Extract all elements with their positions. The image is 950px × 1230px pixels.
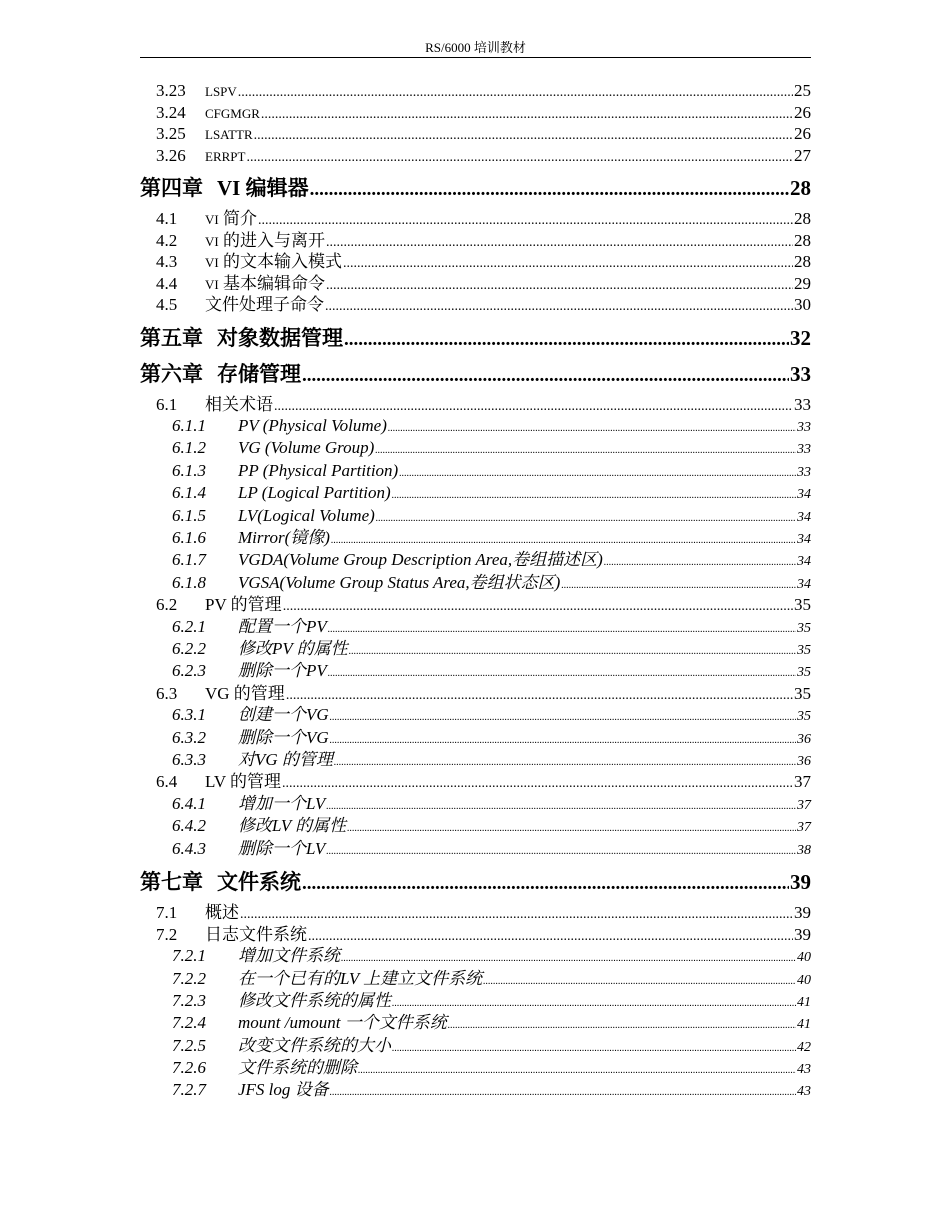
toc-entry-number: 6.1 bbox=[156, 394, 178, 414]
toc-entry-number: 6.2.1 bbox=[172, 616, 206, 636]
toc-subsection-entry[interactable] bbox=[140, 660, 811, 682]
toc-entry-title: VG 的管理 bbox=[205, 683, 285, 703]
toc-leader-dots bbox=[326, 275, 793, 297]
toc-entry-number: 第四章 bbox=[140, 176, 203, 200]
toc-entry-title: mount /umount 一个文件系统 bbox=[238, 1013, 447, 1033]
toc-entry-number: 6.4.2 bbox=[172, 816, 206, 836]
toc-leader-dots bbox=[283, 596, 793, 618]
toc-section-entry[interactable] bbox=[140, 273, 811, 295]
toc-leader-dots bbox=[282, 773, 793, 795]
toc-entry-title: 对VG 的管理 bbox=[238, 750, 333, 770]
toc-entry-number: 7.2.3 bbox=[172, 990, 206, 1010]
toc-page-number: 43 bbox=[797, 1062, 811, 1078]
toc-page-number: 39 bbox=[794, 903, 811, 923]
toc-entry-title: 存储管理 bbox=[217, 361, 301, 386]
toc-chapter-entry[interactable] bbox=[140, 170, 811, 206]
toc-entry-number: 7.2 bbox=[156, 924, 178, 944]
toc-leader-dots bbox=[347, 818, 796, 840]
toc-leader-dots bbox=[261, 104, 793, 126]
toc-page-number: 41 bbox=[797, 1017, 811, 1033]
toc-subsection-entry[interactable] bbox=[140, 482, 811, 504]
toc-page-number: 39 bbox=[794, 924, 811, 944]
toc-entry-number: 6.1.8 bbox=[172, 572, 206, 592]
toc-page-number: 26 bbox=[794, 102, 811, 122]
toc-subsection-entry[interactable] bbox=[140, 704, 811, 726]
toc-leader-dots bbox=[328, 619, 796, 641]
toc-entry-number: 7.2.7 bbox=[172, 1080, 206, 1100]
toc-leader-dots bbox=[310, 172, 789, 208]
toc-entry-title: LV 的管理 bbox=[205, 772, 282, 792]
toc-page-number: 34 bbox=[797, 554, 811, 570]
toc-entry-number: 6.1.4 bbox=[172, 483, 206, 503]
toc-subsection-entry[interactable] bbox=[140, 727, 811, 749]
toc-page-number: 30 bbox=[794, 295, 811, 314]
toc-page-number: 35 bbox=[797, 709, 811, 725]
toc-entry-title: LSATTR bbox=[205, 127, 253, 142]
toc-entry-number: 第五章 bbox=[140, 325, 203, 350]
toc-leader-dots bbox=[399, 463, 796, 485]
toc-page-number: 37 bbox=[794, 772, 811, 792]
toc-entry-title: 在一个已有的LV 上建立文件系统 bbox=[238, 968, 483, 988]
toc-entry-title: Mirror(镜像) bbox=[238, 527, 330, 547]
toc-section-entry[interactable] bbox=[140, 594, 811, 616]
toc-entry-title: 概述 bbox=[205, 903, 239, 923]
toc-entry-number: 4.4 bbox=[156, 273, 178, 293]
toc-entry-number: 6.4.3 bbox=[172, 838, 206, 858]
toc-entry-title: 日志文件系统 bbox=[205, 924, 307, 944]
toc-section-entry[interactable] bbox=[140, 208, 811, 230]
toc-subsection-entry[interactable] bbox=[140, 572, 811, 594]
toc-leader-dots bbox=[392, 485, 796, 507]
toc-entry-number: 6.1.7 bbox=[172, 550, 206, 570]
toc-entry-number: 6.4 bbox=[156, 772, 178, 792]
toc-section-entry[interactable] bbox=[140, 924, 811, 946]
toc-subsection-entry[interactable] bbox=[140, 945, 811, 967]
toc-entry-number: 6.1.3 bbox=[172, 460, 206, 480]
toc-entry-number: 6.3.1 bbox=[172, 705, 206, 725]
toc-entry-title: 创建一个VG bbox=[238, 705, 329, 725]
toc-page-number: 28 bbox=[794, 230, 811, 250]
toc-section-entry[interactable] bbox=[140, 230, 811, 252]
toc-entry-title: JFS log 设备 bbox=[238, 1080, 329, 1100]
toc-page-number: 33 bbox=[790, 361, 811, 386]
toc-page-number: 37 bbox=[797, 797, 811, 813]
toc-entry-number: 6.3 bbox=[156, 683, 178, 703]
toc-entry-title: 增加文件系统 bbox=[238, 946, 340, 966]
toc-page-number: 28 bbox=[794, 209, 811, 228]
toc-entry-number: 4.5 bbox=[156, 295, 178, 314]
toc-entry-title: VG (Volume Group) bbox=[238, 438, 375, 458]
toc-page-number: 28 bbox=[790, 176, 811, 200]
toc-page-number: 26 bbox=[794, 124, 811, 143]
toc-page-number: 42 bbox=[797, 1039, 811, 1055]
toc-section-entry[interactable] bbox=[140, 683, 811, 705]
toc-page-number: 43 bbox=[797, 1084, 811, 1100]
toc-leader-dots bbox=[258, 210, 793, 232]
toc-page-number: 35 bbox=[797, 620, 811, 636]
toc-leader-dots bbox=[326, 232, 793, 254]
toc-entry-title: PV 的管理 bbox=[205, 595, 282, 615]
toc-page-number: 41 bbox=[797, 994, 811, 1010]
toc-entry-title: 删除一个LV bbox=[238, 838, 326, 858]
toc-leader-dots bbox=[358, 1060, 796, 1082]
toc-leader-dots bbox=[448, 1015, 796, 1037]
toc-leader-dots bbox=[330, 707, 796, 729]
toc-leader-dots bbox=[326, 841, 796, 863]
toc-section-entry[interactable] bbox=[140, 80, 811, 102]
toc-leader-dots bbox=[325, 296, 793, 318]
toc-subsection-entry[interactable] bbox=[140, 749, 811, 771]
toc-entry-number: 7.2.4 bbox=[172, 1013, 206, 1033]
toc-subsection-entry[interactable] bbox=[140, 990, 811, 1012]
toc-subsection-entry[interactable] bbox=[140, 1035, 811, 1057]
toc-page-number: 36 bbox=[797, 731, 811, 747]
toc-leader-dots bbox=[286, 685, 793, 707]
toc-entry-title: PV (Physical Volume) bbox=[238, 416, 387, 435]
toc-page-number: 25 bbox=[794, 81, 811, 100]
toc-page-number: 33 bbox=[797, 464, 811, 480]
toc-entry-title: 文件系统 bbox=[217, 870, 301, 895]
toc-leader-dots bbox=[604, 552, 796, 574]
toc-entry-title: LSPV bbox=[205, 84, 237, 99]
toc-entry-title: 文件系统的删除 bbox=[238, 1058, 357, 1078]
toc-entry-number: 7.2.6 bbox=[172, 1058, 206, 1078]
toc-entry-title: VI 编辑器 bbox=[217, 176, 309, 200]
toc-leader-dots bbox=[375, 440, 796, 462]
toc-entry-number: 7.2.1 bbox=[172, 946, 206, 966]
toc-leader-dots bbox=[376, 508, 796, 530]
toc-page-number: 35 bbox=[794, 595, 811, 615]
toc-entry-title: 对象数据管理 bbox=[217, 325, 343, 350]
toc-subsection-entry[interactable] bbox=[140, 616, 811, 638]
toc-entry-number: 6.2 bbox=[156, 595, 178, 615]
toc-leader-dots bbox=[240, 904, 793, 926]
toc-leader-dots bbox=[334, 752, 796, 774]
toc-entry-title: PP (Physical Partition) bbox=[238, 460, 399, 480]
toc-section-entry[interactable] bbox=[140, 145, 811, 167]
toc-leader-dots bbox=[302, 358, 789, 394]
toc-subsection-entry[interactable] bbox=[140, 549, 811, 571]
toc-leader-dots bbox=[349, 641, 796, 663]
toc-subsection-entry[interactable] bbox=[140, 505, 811, 527]
toc-subsection-entry[interactable] bbox=[140, 1079, 811, 1101]
toc-entry-title: VGDA(Volume Group Description Area,卷组描述区) bbox=[238, 550, 603, 570]
toc-page-number: 34 bbox=[797, 487, 811, 503]
toc-subsection-entry[interactable] bbox=[140, 527, 811, 549]
toc-subsection-entry[interactable] bbox=[140, 1012, 811, 1034]
toc-entry-title: VI 基本编辑命令 bbox=[205, 273, 325, 293]
toc-page-number: 35 bbox=[797, 665, 811, 681]
toc-subsection-entry[interactable] bbox=[140, 968, 811, 990]
toc-chapter-entry[interactable] bbox=[140, 320, 811, 356]
toc-page-number: 28 bbox=[794, 252, 811, 271]
toc-page-number: 39 bbox=[790, 870, 811, 895]
toc-entry-number: 3.24 bbox=[156, 102, 186, 122]
toc-entry-number: 第六章 bbox=[140, 361, 203, 386]
toc-entry-number: 6.4.1 bbox=[172, 793, 206, 813]
toc-entry-number: 3.25 bbox=[156, 124, 186, 143]
toc-page-number: 32 bbox=[790, 325, 811, 350]
toc-entry-number: 4.2 bbox=[156, 230, 178, 250]
toc-entry-title: 删除一个PV bbox=[238, 661, 327, 681]
toc-entry-number: 6.1.1 bbox=[172, 416, 206, 435]
toc-page-number: 35 bbox=[797, 643, 811, 659]
toc-entry-number: 3.23 bbox=[156, 81, 186, 100]
toc-entry-number: 7.2.2 bbox=[172, 968, 206, 988]
toc-entry-title: 配置一个PV bbox=[238, 616, 327, 636]
toc-page-number: 38 bbox=[797, 842, 811, 858]
toc-entry-title: CFGMGR bbox=[205, 105, 260, 121]
toc-leader-dots bbox=[392, 993, 796, 1015]
toc-entry-number: 3.26 bbox=[156, 145, 186, 165]
toc-leader-dots bbox=[274, 396, 793, 418]
toc-entry-number: 6.2.3 bbox=[172, 661, 206, 681]
toc-leader-dots bbox=[392, 1038, 796, 1060]
toc-leader-dots bbox=[561, 575, 796, 597]
toc-leader-dots bbox=[343, 253, 793, 275]
toc-leader-dots bbox=[308, 926, 793, 948]
toc-entry-title: VI 的进入与离开 bbox=[205, 230, 325, 250]
toc-subsection-entry[interactable] bbox=[140, 815, 811, 837]
toc-entry-number: 6.3.2 bbox=[172, 727, 206, 747]
toc-subsection-entry[interactable] bbox=[140, 638, 811, 660]
toc-entry-number: 6.3.3 bbox=[172, 750, 206, 770]
toc-page-number: 29 bbox=[794, 273, 811, 293]
toc-section-entry[interactable] bbox=[140, 902, 811, 924]
toc-chapter-entry[interactable] bbox=[140, 864, 811, 900]
toc-entry-number: 6.1.2 bbox=[172, 438, 206, 458]
toc-page-number: 33 bbox=[797, 442, 811, 458]
toc-chapter-entry[interactable] bbox=[140, 356, 811, 392]
toc-leader-dots bbox=[254, 125, 793, 147]
toc-page-number: 35 bbox=[794, 683, 811, 703]
toc-entry-title: 增加一个LV bbox=[238, 793, 326, 813]
toc-section-entry[interactable] bbox=[140, 123, 811, 145]
toc-leader-dots bbox=[326, 796, 796, 818]
toc-entry-number: 6.2.2 bbox=[172, 639, 206, 659]
toc-page-number: 37 bbox=[797, 820, 811, 836]
toc-leader-dots bbox=[330, 1082, 796, 1104]
toc-entry-number: 6.1.5 bbox=[172, 505, 206, 525]
table-of-contents bbox=[140, 80, 811, 1102]
toc-entry-title: VI 的文本输入模式 bbox=[205, 252, 342, 271]
toc-page-number: 33 bbox=[794, 394, 811, 414]
toc-entry-number: 6.1.6 bbox=[172, 527, 206, 547]
header-rule bbox=[140, 57, 811, 58]
toc-entry-title: VI 简介 bbox=[205, 209, 257, 228]
toc-entry-title: 修改PV 的属性 bbox=[238, 639, 348, 659]
toc-entry-number: 4.1 bbox=[156, 209, 178, 228]
toc-page-number: 34 bbox=[797, 576, 811, 592]
toc-section-entry[interactable] bbox=[140, 294, 811, 316]
toc-subsection-entry[interactable] bbox=[140, 838, 811, 860]
toc-section-entry[interactable] bbox=[140, 394, 811, 416]
toc-leader-dots bbox=[330, 730, 796, 752]
toc-entry-title: LP (Logical Partition) bbox=[238, 483, 391, 503]
toc-subsection-entry[interactable] bbox=[140, 460, 811, 482]
toc-subsection-entry[interactable] bbox=[140, 437, 811, 459]
toc-entry-title: LV(Logical Volume) bbox=[238, 505, 375, 525]
toc-page-number: 36 bbox=[797, 754, 811, 770]
toc-leader-dots bbox=[246, 147, 793, 169]
toc-entry-title: VGSA(Volume Group Status Area,卷组状态区) bbox=[238, 572, 561, 592]
toc-leader-dots bbox=[238, 82, 793, 104]
toc-entry-number: 7.1 bbox=[156, 903, 178, 923]
toc-entry-title: 相关术语 bbox=[205, 394, 273, 414]
toc-subsection-entry[interactable] bbox=[140, 1057, 811, 1079]
toc-page-number: 40 bbox=[797, 950, 811, 966]
toc-entry-number: 4.3 bbox=[156, 252, 178, 271]
toc-page-number: 34 bbox=[797, 509, 811, 525]
toc-entry-title: ERRPT bbox=[205, 148, 246, 164]
toc-leader-dots bbox=[388, 418, 796, 440]
toc-section-entry[interactable] bbox=[140, 771, 811, 793]
toc-section-entry[interactable] bbox=[140, 251, 811, 273]
toc-subsection-entry[interactable] bbox=[140, 415, 811, 437]
toc-entry-title: 文件处理子命令 bbox=[205, 295, 324, 314]
toc-page-number: 33 bbox=[797, 420, 811, 435]
toc-leader-dots bbox=[483, 971, 796, 993]
toc-page-number: 27 bbox=[794, 145, 811, 165]
toc-entry-number: 7.2.5 bbox=[172, 1035, 206, 1055]
toc-section-entry[interactable] bbox=[140, 102, 811, 124]
page-header: RS/6000 培训教材 bbox=[425, 40, 526, 55]
toc-leader-dots bbox=[344, 322, 789, 358]
toc-entry-number: 第七章 bbox=[140, 870, 203, 895]
toc-entry-title: 改变文件系统的大小 bbox=[238, 1035, 391, 1055]
toc-leader-dots bbox=[328, 663, 796, 685]
toc-leader-dots bbox=[302, 866, 789, 902]
toc-entry-title: 修改文件系统的属性 bbox=[238, 990, 391, 1010]
toc-entry-title: 修改LV 的属性 bbox=[238, 816, 347, 836]
toc-subsection-entry[interactable] bbox=[140, 793, 811, 815]
toc-entry-title: 删除一个VG bbox=[238, 727, 329, 747]
toc-page-number: 40 bbox=[797, 972, 811, 988]
toc-page-number: 34 bbox=[797, 531, 811, 547]
